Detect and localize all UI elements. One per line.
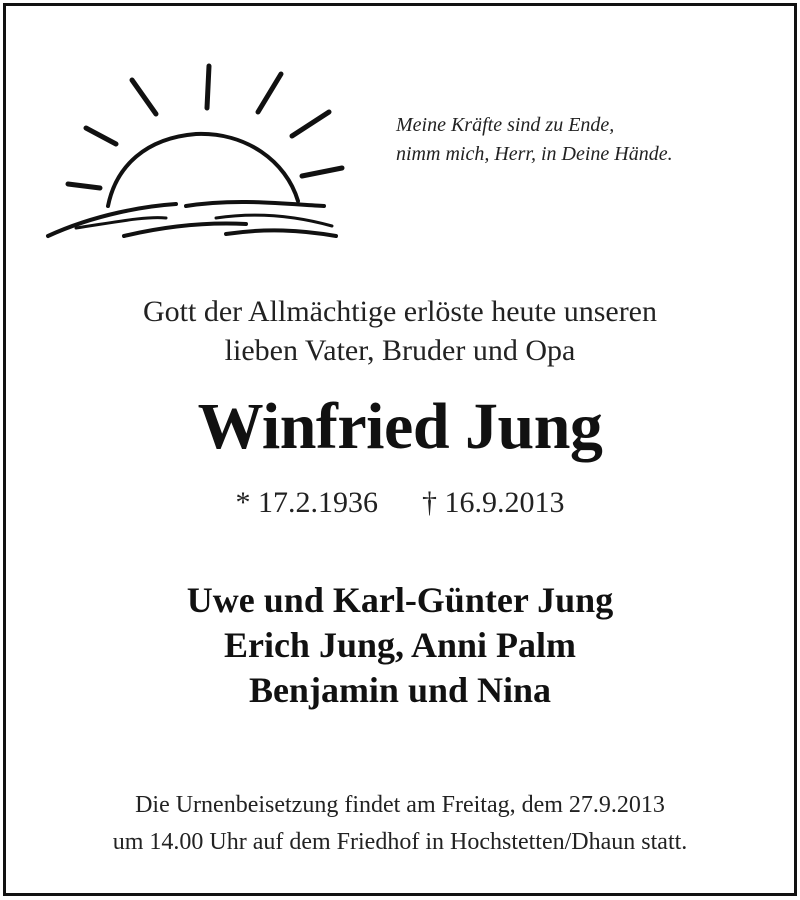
verse-line: nimm mich, Herr, in Deine Hände.	[396, 143, 673, 165]
burial-line: Die Urnenbeisetzung findet am Freitag, dem 27.9.2013	[135, 792, 665, 818]
intro-text	[0, 292, 800, 370]
burial-notice	[0, 787, 800, 861]
deceased-name: Winfried Jung	[197, 390, 603, 463]
mourner-line: Erich Jung, Anni Palm	[223, 625, 577, 665]
bible-verse	[396, 111, 776, 169]
mourner-line: Benjamin und Nina	[248, 670, 552, 710]
birth-date: * 17.2.1936	[235, 486, 378, 519]
mourner-line: Uwe und Karl-Günter Jung	[186, 580, 614, 620]
intro-line: lieben Vater, Bruder und Opa	[224, 334, 576, 367]
intro-line: Gott der Allmächtige erlöste heute unseren	[143, 295, 657, 328]
mourners-list	[0, 578, 800, 713]
burial-line: um 14.00 Uhr auf dem Friedhof in Hochstetten/Dhaun statt.	[112, 829, 688, 855]
death-date: † 16.9.2013	[422, 486, 565, 519]
life-dates	[0, 484, 800, 522]
setting-sun-icon	[36, 56, 366, 256]
verse-line: Meine Kräfte sind zu Ende,	[396, 114, 615, 136]
